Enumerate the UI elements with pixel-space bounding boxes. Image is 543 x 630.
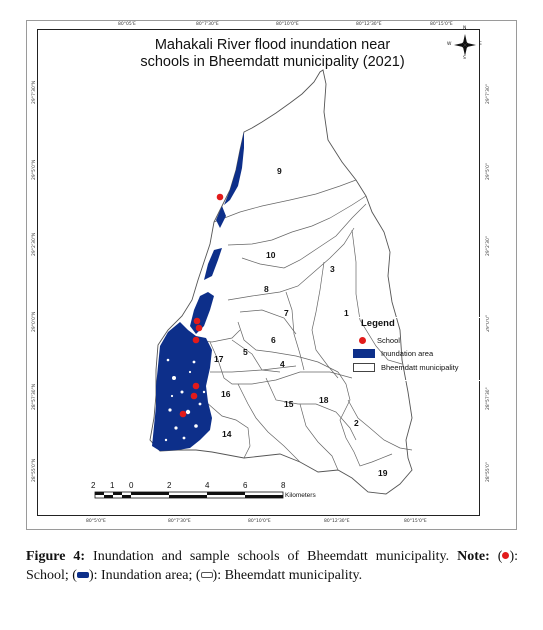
top-tick-label: 80°10'0"E	[276, 22, 299, 27]
scale-label: 1	[110, 481, 115, 490]
school-dot	[191, 393, 198, 400]
caption-open-paren: (	[195, 567, 201, 583]
ward-label: 18	[319, 395, 329, 405]
ward-label: 15	[284, 399, 294, 409]
right-tick-label: 29°0'0"	[486, 314, 491, 332]
top-tick-label: 80°12'30"E	[356, 22, 382, 27]
map-legend	[352, 317, 486, 381]
scale-label: 2	[91, 481, 96, 490]
legend-item-school	[353, 334, 400, 346]
ward-label: 19	[378, 468, 388, 478]
ward-label: 9	[277, 166, 282, 176]
scale-label: 0	[129, 481, 134, 490]
scale-unit: Kilometers	[285, 492, 316, 499]
caption-text: Inundation and sample schools of Bheemdatt municipality.	[93, 549, 450, 564]
scale-label: 4	[205, 481, 210, 490]
ward-label: 8	[264, 284, 269, 294]
ward-label: 4	[280, 359, 285, 369]
legend-label: Bheemdatt municipality	[381, 362, 459, 372]
ward-label: 10	[266, 250, 276, 260]
municipality-swatch-icon	[201, 572, 213, 578]
right-tick-label: 29°2'30"	[486, 236, 491, 256]
map-title-line-1: Mahakali River flood inundation near	[154, 37, 391, 53]
top-tick-label: 80°05'E	[118, 22, 136, 27]
top-tick-label: 80°15'0"E	[430, 22, 453, 27]
scale-label: 2	[167, 481, 172, 490]
school-dot	[217, 194, 224, 201]
ward-label: 5	[243, 347, 248, 357]
legend-item-municipality	[353, 361, 459, 373]
ward-label: 1	[344, 308, 349, 318]
bottom-tick-label: 80°7'30"E	[168, 519, 191, 524]
school-dot	[193, 337, 200, 344]
ward-label: 16	[221, 389, 231, 399]
caption-open-paren: (	[72, 567, 77, 583]
bottom-tick-label: 80°12'30"E	[324, 519, 350, 524]
right-tick-label: 28°55'0"	[486, 462, 491, 482]
ward-label: 14	[222, 429, 232, 439]
ward-label: 2	[354, 418, 359, 428]
note-label: Note:	[457, 549, 490, 564]
figure-label: Figure 4:	[26, 549, 86, 564]
inundation-swatch-icon	[353, 349, 375, 358]
school-dot	[196, 325, 203, 332]
legend-title: Legend	[361, 318, 395, 329]
legend-label: Inundation area	[381, 348, 434, 358]
municipality-swatch-icon	[353, 363, 375, 372]
legend-label: School	[377, 335, 400, 345]
south-letter: S	[463, 56, 466, 61]
school-dot	[194, 318, 201, 325]
ward-label: 17	[214, 354, 224, 364]
school-dot	[180, 411, 187, 418]
left-tick-label: 29°0'0"N	[32, 311, 37, 332]
caption-school: ): School;	[26, 549, 518, 583]
east-letter: E	[479, 42, 482, 47]
left-tick-label: 29°2'30"N	[32, 232, 37, 256]
ward-label: 6	[271, 335, 276, 345]
west-letter: W	[447, 42, 452, 47]
right-tick-label: 29°7'30"	[486, 84, 491, 104]
left-tick-label: 29°5'0"N	[32, 159, 37, 180]
scale-label: 8	[281, 481, 286, 490]
left-tick-label: 28°55'0"N	[32, 458, 37, 482]
scale-label: 6	[243, 481, 248, 490]
ward-label: 3	[330, 264, 335, 274]
top-tick-label: 80°7'30"E	[196, 22, 219, 27]
left-tick-label: 29°7'30"N	[32, 80, 37, 104]
bottom-tick-label: 80°15'0"E	[404, 519, 427, 524]
ward-label: 7	[284, 308, 289, 318]
caption-municipality: ): Bheemdatt municipality.	[212, 567, 363, 583]
bottom-tick-label: 80°5'0"E	[86, 519, 106, 524]
scale-bar	[95, 492, 283, 498]
left-tick-label: 28°57'30"N	[32, 383, 37, 410]
right-tick-label: 29°5'0"	[486, 162, 491, 180]
bottom-tick-label: 80°10'0"E	[248, 519, 271, 524]
caption-inundation: ): Inundation area;	[88, 567, 193, 583]
school-dot	[193, 383, 200, 390]
caption-open-paren: (	[497, 549, 503, 564]
legend-item-inundation	[353, 347, 433, 359]
right-tick-label: 28°57'30"	[486, 387, 491, 410]
north-letter: N	[463, 26, 467, 31]
inundation-swatch-icon	[77, 572, 89, 578]
school-dot-icon	[359, 337, 366, 344]
figure-caption	[26, 548, 518, 585]
map-title-line-2: schools in Bheemdatt municipality (2021)	[140, 54, 405, 70]
